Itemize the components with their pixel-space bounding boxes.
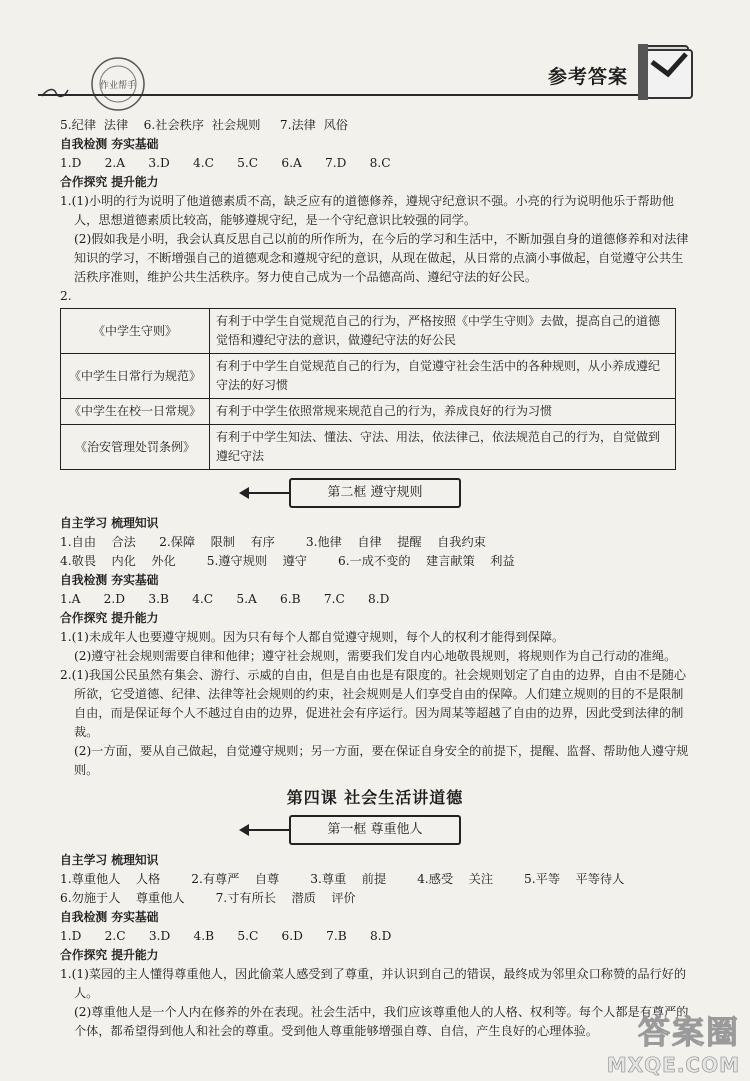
section-heading: 自我检测 夯实基础 bbox=[60, 137, 159, 151]
answer-paragraph: 1.(1)小明的行为说明了他道德素质不高，缺乏应有的道德修养，遵规守纪意识不强。小亮的行为说明他乐于帮助他人，思想道德素质比较高，能够遵规守纪，是一个守纪意识比较强的同学。 bbox=[60, 194, 674, 227]
arrow-line-icon bbox=[247, 492, 291, 494]
answer-paragraph: (2)假如我是小明，我会认真反思自己以前的所作所为，在今后的学习和生活中，不断加强自身的道德修养和对法律知识的学习，不断增强自己的道德观念和遵规守纪的意识，从现在做起，从日常的点滴小事做起，自觉遵守公共生活秩序准则，维护公共生活秩序。努力使自己成为一个品德高尚、遵纪守法的好公民。 bbox=[74, 232, 689, 284]
arrow-head-icon bbox=[239, 487, 249, 499]
arrow-line-icon bbox=[247, 829, 291, 831]
answer-choices: 1.D 2.C 3.D 4.B 5.C 6.D 7.B 8.D bbox=[60, 929, 392, 943]
frame-title-box bbox=[289, 478, 461, 508]
watermark-text: 答案圈 bbox=[637, 1013, 740, 1051]
header-rule bbox=[38, 94, 650, 96]
arrow-head-icon bbox=[239, 824, 249, 836]
knowledge-line: 1.自由 合法 2.保障 限制 有序 3.他律 自律 提醒 自我约束 bbox=[60, 535, 486, 549]
answer-paragraph: 2.(1)我国公民虽然有集会、游行、示威的自由，但是自由也是有限度的。社会规则划定了自由的边界，自由不是随心所欲，它受道德、纪律、法律等社会规则的约束，社会规则是人们享受自由的保障。人们建立规则的目的不是限制自由，而是保证每个人不越过自由的边界，促进社会有序运行。因为周某等超越了自由的边界，因此受到法律的制裁。 bbox=[60, 668, 687, 739]
law-name: 《中学生日常行为规范》 bbox=[61, 354, 210, 399]
svg-text:作业帮手: 作业帮手 bbox=[99, 81, 137, 91]
section-heading: 自我检测 夯实基础 bbox=[60, 910, 159, 924]
frame-title: 第二框 遵守规则 bbox=[327, 485, 423, 500]
section-heading: 合作探究 提升能力 bbox=[60, 611, 159, 625]
book-icon bbox=[632, 40, 702, 102]
frame-title-box bbox=[289, 815, 461, 845]
section-heading: 自主学习 梳理知识 bbox=[60, 853, 159, 867]
section-heading: 自我检测 夯实基础 bbox=[60, 573, 159, 587]
watermark-url: MXQE.COM bbox=[606, 1053, 740, 1077]
knowledge-line: 6.勿施于人 尊重他人 7.寸有所长 潜质 评价 bbox=[60, 891, 356, 905]
knowledge-line: 1.尊重他人 人格 2.有尊严 自尊 3.尊重 前提 4.感受 关注 5.平等 平等待人 bbox=[60, 872, 625, 886]
question-number: 2. bbox=[60, 289, 72, 303]
answer-content bbox=[60, 116, 690, 1041]
page-title: 参考答案 bbox=[548, 66, 629, 88]
knowledge-line: 4.敬畏 内化 外化 5.遵守规则 遵守 6.一成不变的 建言献策 利益 bbox=[60, 554, 515, 568]
answer-paragraph: (2)一方面，要从自己做起，自觉遵守规则；另一方面，要在保证自身安全的前提下，提醒、监督、帮助他人遵守规则。 bbox=[74, 744, 689, 777]
watermark-logo bbox=[607, 1007, 740, 1077]
answer-paragraph: 1.(1)未成年人也要遵守规则。因为只有每个人都自觉遵守规则，每个人的权利才能得到保障。 bbox=[60, 630, 565, 644]
answer-paragraph: (2)尊重他人是一个人内在修养的外在表现。社会生活中，我们应该尊重他人的人格、权利等。每个人都是有尊严的个体，都希望得到他人和社会的尊重。受到他人尊重能够增强自尊、自信，产生良好的心理体验。 bbox=[74, 1005, 689, 1038]
law-name: 《治安管理处罚条例》 bbox=[61, 425, 210, 470]
section-heading: 自主学习 梳理知识 bbox=[60, 516, 159, 530]
table-row bbox=[61, 309, 676, 354]
law-description: 有利于中学生知法、懂法、守法、用法，依法律己，依法规范自己的行为，自觉做到遵纪守法 bbox=[210, 425, 676, 470]
answer-paragraph: (2)遵守社会规则需要自律和他律；遵守社会规则，需要我们发自内心地敬畏规则，将规则作为自己行动的准绳。 bbox=[74, 649, 677, 663]
answer-choices: 1.A 2.D 3.B 4.C 5.A 6.B 7.C 8.D bbox=[60, 592, 390, 606]
decorative-swirl-icon bbox=[40, 86, 70, 100]
answer-line: 5.纪律 法律 6.社会秩序 社会规则 7.法律 风俗 bbox=[60, 118, 348, 132]
stamp-logo bbox=[86, 52, 150, 116]
answer-choices: 1.D 2.A 3.D 4.C 5.C 6.A 7.D 8.C bbox=[60, 156, 391, 170]
answer-paragraph: 1.(1)菜园的主人懂得尊重他人，因此偷菜人感受到了尊重，并认识到自己的错误，最终成为邻里众口称赞的品行好的人。 bbox=[60, 967, 687, 1000]
table-row bbox=[61, 354, 676, 399]
page-header bbox=[0, 0, 750, 112]
table-row bbox=[61, 399, 676, 425]
lesson-title: 第四课 社会生活讲道德 bbox=[286, 788, 464, 807]
table-row bbox=[61, 425, 676, 470]
law-description: 有利于中学生依照常规来规范自己的行为，养成良好的行为习惯 bbox=[210, 399, 676, 425]
law-name: 《中学生守则》 bbox=[61, 309, 210, 354]
section-heading: 合作探究 提升能力 bbox=[60, 175, 159, 189]
law-description: 有利于中学生自觉规范自己的行为，自觉遵守社会生活中的各种规则，从小养成遵纪守法的好习惯 bbox=[210, 354, 676, 399]
section-heading: 合作探究 提升能力 bbox=[60, 948, 159, 962]
law-table bbox=[60, 308, 676, 470]
frame-title: 第一框 尊重他人 bbox=[327, 822, 423, 837]
law-name: 《中学生在校一日常规》 bbox=[61, 399, 210, 425]
law-description: 有利于中学生自觉规范自己的行为，严格按照《中学生守则》去做，提高自己的道德觉悟和遵纪守法的意识，做遵纪守法的好公民 bbox=[210, 309, 676, 354]
